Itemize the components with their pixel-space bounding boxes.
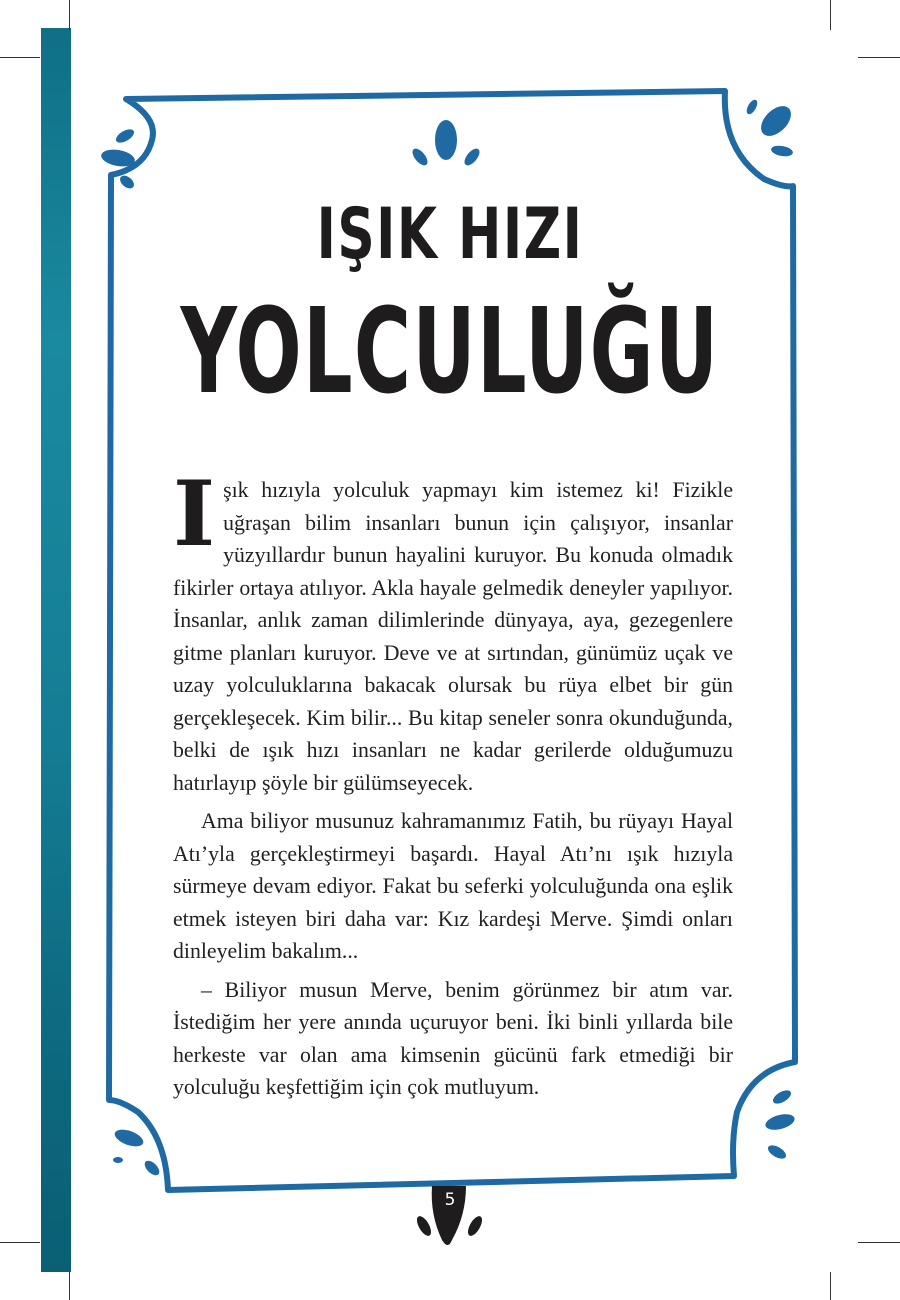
paragraph-1	[173, 461, 733, 799]
paragraph-2: Ama biliyor musunuz kahramanımız Fatih, bu rüyayı Hayal Atı’yla gerçekleştirmeyi başardı. Hayal Atı’nı ışık hızıyla sürmeye devam ediyor. Fakat bu seferki yolculuğunda ona eşlik etmek isteyen biri daha var: Kız kardeşi Merve. Şimdi onları dinleyelim bakalım...	[173, 809, 733, 963]
corner-ornament-top-left	[100, 127, 136, 191]
chapter-title-line-1: IŞIK HIZI	[316, 193, 584, 275]
paragraph-1-text: şık hızıyla yolculuk yapmayı kim istemez ki! Fizikle uğraşan bilim insanları bunun için çalışıyor, insanlar yüzyıllardır bunun hayalini kuruyor. Bu konuda olmadık fikirler ortaya atılıyor. Akla hayale gelmedik deneyler yapılıyor. İnsanlar, anlık zaman dilimlerinde dünyaya, aya, gezegenlere gitme planları kuruyor. Deve ve at sırtından, günümüz uçak ve uzay yolculuklarına bakacak olursak bu rüya elbet bir gün gerçekleşecek. Kim bilir... Bu kitap seneler sonra okunduğunda, belki de ışık hızı insanları ne kadar gerilerde olduğumuzu hatırlayıp şöyle bir gülümseyecek.	[173, 478, 733, 795]
corner-ornament-top-right	[745, 98, 797, 158]
corner-ornament-bottom-right	[764, 1088, 797, 1162]
chapter-body	[173, 461, 733, 1104]
page-number: 5	[444, 1190, 456, 1210]
chapter-title-line-2: YOLCULUĞU	[180, 282, 720, 420]
paragraph-3: – Biliyor musun Merve, benim görünmez bir atım var. İstediğim her yere anında uçuruyor beni. İki binli yıllarda bile herkeste var olan ama kimsenin gücünü fark etmediği bir yolculuğu keşfettiğim için çok mutluyum.	[173, 977, 733, 1099]
drop-cap: I	[173, 461, 216, 567]
top-ornament	[410, 120, 483, 168]
